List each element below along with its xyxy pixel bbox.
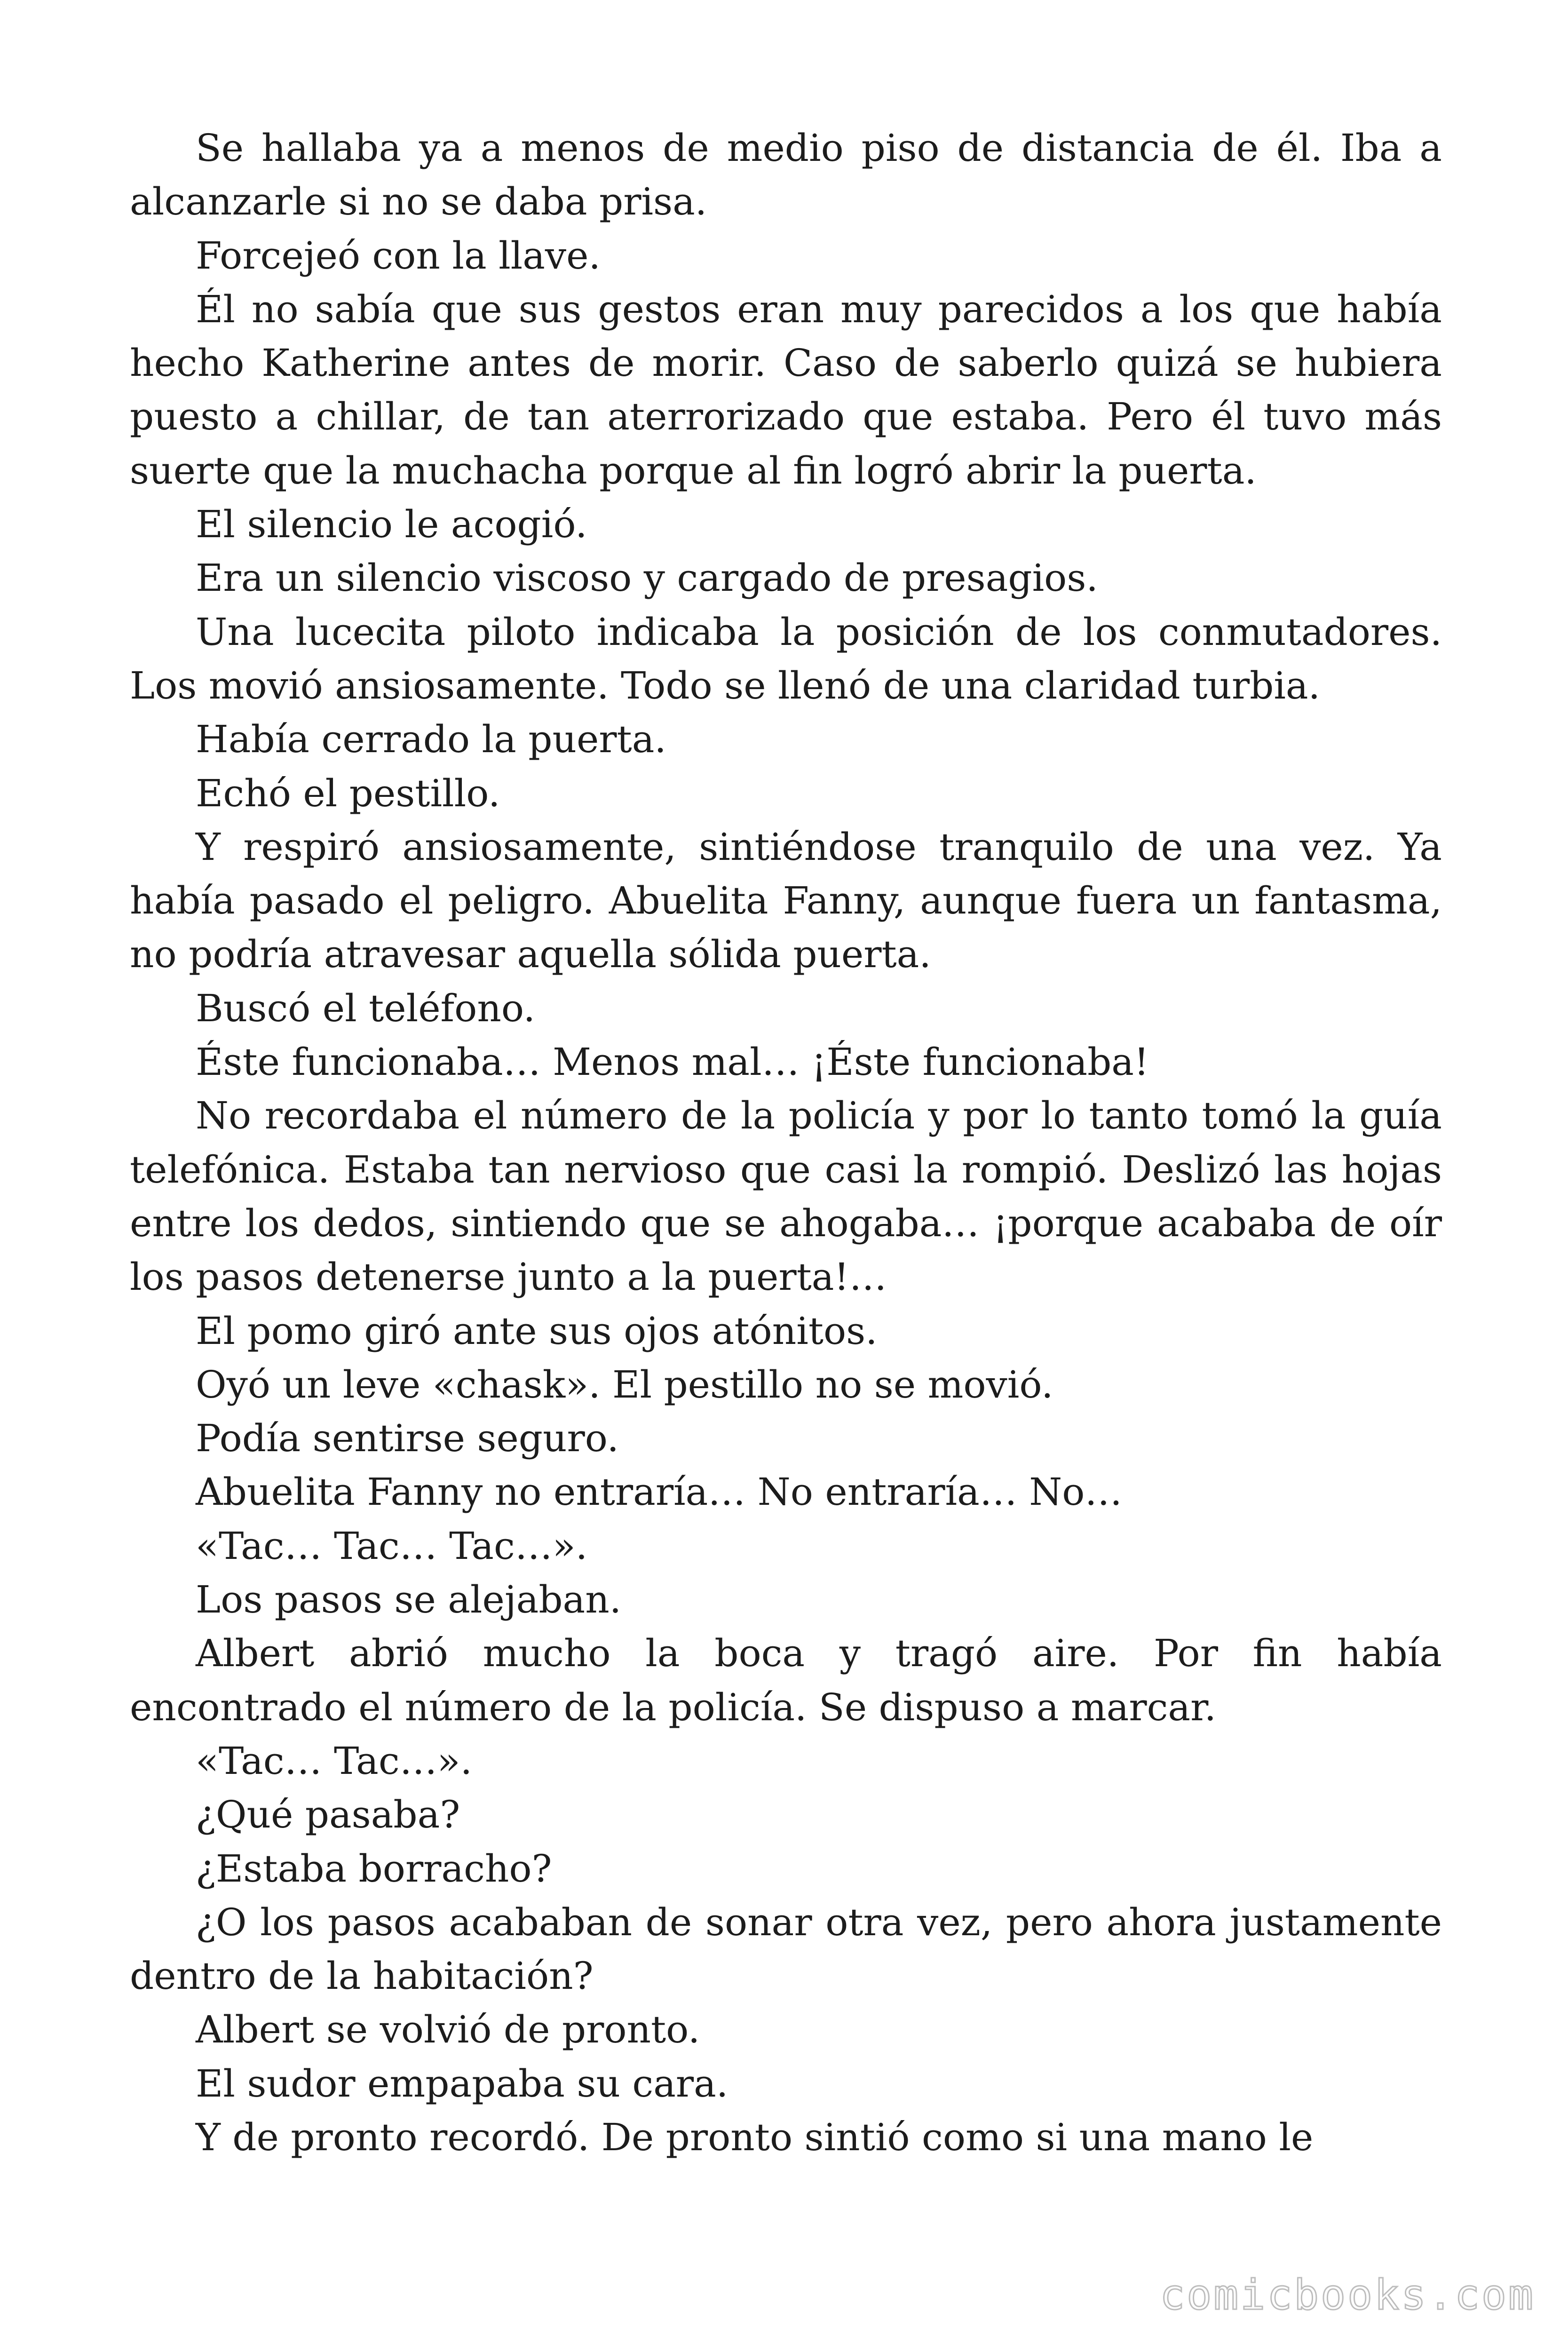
paragraph: Los pasos se alejaban. bbox=[196, 1578, 622, 1622]
paragraph: Oyó un leve «chask». El pestillo no se movió. bbox=[196, 1362, 1053, 1406]
paragraph: ¿Estaba borracho? bbox=[196, 1846, 552, 1891]
paragraph: Albert se volvió de pronto. bbox=[196, 2008, 700, 2052]
paragraph: Se hallaba ya a menos de medio piso de distancia de él. Iba a alcanzarle si no se daba prisa. bbox=[130, 126, 1442, 224]
paragraph: «Tac… Tac…». bbox=[196, 1739, 473, 1783]
paragraph: Había cerrado la puerta. bbox=[196, 717, 666, 762]
paragraph: El pomo giró ante sus ojos atónitos. bbox=[196, 1309, 878, 1353]
watermark: comicbooks.com bbox=[1160, 2271, 1535, 2319]
paragraph: Una lucecita piloto indicaba la posición de los conmutadores. Los movió ansiosamente. Todo se llenó de una claridad turbia. bbox=[130, 610, 1442, 707]
paragraph: Podía sentirse seguro. bbox=[196, 1416, 619, 1461]
paragraph: Abuelita Fanny no entraría… No entraría… No… bbox=[196, 1470, 1123, 1514]
paragraph: Y respiró ansiosamente, sintiéndose tranquilo de una vez. Ya había pasado el peligro. Abuelita Fanny, aunque fuera un fantasma, no podría atravesar aquella sólida puerta. bbox=[130, 825, 1442, 977]
paragraph: No recordaba el número de la policía y por lo tanto tomó la guía telefónica. Estaba tan nervioso que casi la rompió. Deslizó las hojas entre los dedos, sintiendo que se ahogaba… ¡porque acababa de oír los pasos detenerse junto a la puerta!… bbox=[130, 1094, 1442, 1299]
paragraph: El sudor empapaba su cara. bbox=[196, 2061, 729, 2106]
paragraph: ¿O los pasos acababan de sonar otra vez, pero ahora justamente dentro de la habitación? bbox=[130, 1900, 1442, 1998]
paragraph: Y de pronto recordó. De pronto sintió como si una mano le bbox=[196, 2115, 1314, 2159]
page-body-text bbox=[130, 121, 1442, 2164]
paragraph: «Tac… Tac… Tac…». bbox=[196, 1524, 588, 1568]
paragraph: ¿Qué pasaba? bbox=[196, 1793, 460, 1837]
paragraph: Él no sabía que sus gestos eran muy parecidos a los que había hecho Katherine antes de morir. Caso de saberlo quizá se hubiera puesto a chillar, de tan aterrorizado que estaba. Pero él tuvo más suerte que la muchacha porque al fin logró abrir la puerta. bbox=[130, 287, 1442, 493]
paragraph: Forcejeó con la llave. bbox=[196, 233, 601, 278]
paragraph: Echó el pestillo. bbox=[196, 771, 500, 815]
paragraph: Albert abrió mucho la boca y tragó aire. Por fin había encontrado el número de la policía. Se dispuso a marcar. bbox=[130, 1631, 1442, 1729]
paragraph: El silencio le acogió. bbox=[196, 502, 587, 547]
paragraph: Éste funcionaba… Menos mal… ¡Éste funcionaba! bbox=[196, 1040, 1149, 1084]
paragraph: Era un silencio viscoso y cargado de presagios. bbox=[196, 556, 1098, 600]
paragraph: Buscó el teléfono. bbox=[196, 986, 536, 1030]
